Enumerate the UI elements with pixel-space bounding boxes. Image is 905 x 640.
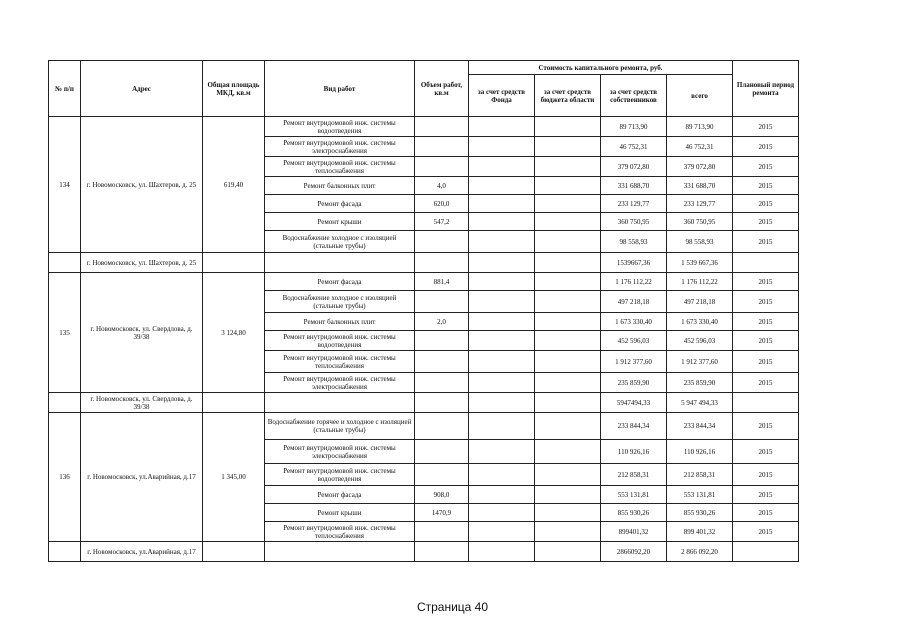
cost-region (535, 137, 601, 157)
cost-owners: 46 752,31 (601, 137, 667, 157)
cost-fund (469, 177, 535, 195)
row-number: 134 (49, 117, 81, 253)
cost-total: 855 930,26 (667, 504, 733, 522)
total-row (49, 393, 799, 413)
total-row (49, 542, 799, 562)
cost-region (535, 440, 601, 464)
repair-cost-table (48, 60, 799, 562)
total-region (535, 393, 601, 413)
total-period (733, 253, 799, 273)
header-cost-group: Стоимость капитального ремонта, руб. (469, 61, 733, 75)
work-volume (415, 413, 469, 440)
row-area: 619,40 (203, 117, 265, 253)
work-volume (415, 331, 469, 351)
work-volume (415, 291, 469, 313)
work-volume (415, 373, 469, 393)
work-volume: 4,0 (415, 177, 469, 195)
cost-total: 46 752,31 (667, 137, 733, 157)
work-type: Водоснабжение холодное с изоляцией (стальные трубы) (265, 291, 415, 313)
work-volume (415, 137, 469, 157)
work-type: Ремонт фасада (265, 195, 415, 213)
total-area (203, 393, 265, 413)
cost-total: 452 596,03 (667, 331, 733, 351)
cost-fund (469, 373, 535, 393)
plan-period: 2015 (733, 413, 799, 440)
work-type: Ремонт крыши (265, 504, 415, 522)
cost-region (535, 177, 601, 195)
cost-fund (469, 464, 535, 486)
cost-fund (469, 522, 535, 542)
total-volume (415, 393, 469, 413)
total-address: г. Новомосковск, ул. Шахтеров, д. 25 (81, 253, 203, 273)
cost-total: 899 401,32 (667, 522, 733, 542)
cost-region (535, 117, 601, 137)
total-address: г. Новомосковск, ул. Свердлова, д. 39/38 (81, 393, 203, 413)
cost-total: 98 558,93 (667, 231, 733, 253)
cost-owners: 331 688,70 (601, 177, 667, 195)
cost-fund (469, 440, 535, 464)
total-period (733, 542, 799, 562)
cost-region (535, 504, 601, 522)
work-volume: 1470,9 (415, 504, 469, 522)
cost-fund (469, 273, 535, 291)
table-row (49, 413, 799, 440)
cost-owners: 360 750,95 (601, 213, 667, 231)
work-volume (415, 351, 469, 373)
table-row (49, 273, 799, 291)
cost-region (535, 464, 601, 486)
work-type: Ремонт балконных плит (265, 313, 415, 331)
plan-period: 2015 (733, 522, 799, 542)
plan-period: 2015 (733, 504, 799, 522)
cost-owners: 98 558,93 (601, 231, 667, 253)
row-address: г. Новомосковск, ул. Свердлова, д. 39/38 (81, 273, 203, 393)
cost-owners: 452 596,03 (601, 331, 667, 351)
total-area (203, 542, 265, 562)
work-volume (415, 231, 469, 253)
cost-fund (469, 291, 535, 313)
work-type: Ремонт фасада (265, 273, 415, 291)
cost-fund (469, 231, 535, 253)
header-work: Вид работ (265, 61, 415, 117)
total-work (265, 253, 415, 273)
plan-period: 2015 (733, 464, 799, 486)
header-total: всего (667, 75, 733, 117)
cost-fund (469, 313, 535, 331)
cost-total: 1 912 377,60 (667, 351, 733, 373)
work-volume (415, 464, 469, 486)
cost-fund (469, 137, 535, 157)
total-owners: 5947494,33 (601, 393, 667, 413)
total-owners: 2866092,20 (601, 542, 667, 562)
cost-region (535, 413, 601, 440)
cost-region (535, 231, 601, 253)
cost-owners: 233 129,77 (601, 195, 667, 213)
work-type: Ремонт внутридомовой инж. системы электроснабжения (265, 137, 415, 157)
cost-total: 1 176 112,22 (667, 273, 733, 291)
work-volume: 908,0 (415, 486, 469, 504)
total-work (265, 393, 415, 413)
cost-region (535, 373, 601, 393)
cost-total: 379 072,80 (667, 157, 733, 177)
total-number (49, 542, 81, 562)
work-volume (415, 117, 469, 137)
cost-region (535, 522, 601, 542)
work-volume: 547,2 (415, 213, 469, 231)
row-number: 135 (49, 273, 81, 393)
total-fund (469, 393, 535, 413)
cost-total: 553 131,81 (667, 486, 733, 504)
cost-owners: 497 218,18 (601, 291, 667, 313)
cost-fund (469, 195, 535, 213)
plan-period: 2015 (733, 273, 799, 291)
work-volume (415, 440, 469, 464)
cost-region (535, 213, 601, 231)
header-fund: за счет средств Фонда (469, 75, 535, 117)
total-row (49, 253, 799, 273)
cost-owners: 212 858,31 (601, 464, 667, 486)
plan-period: 2015 (733, 231, 799, 253)
work-type: Ремонт внутридомовой инж. системы теплоснабжения (265, 157, 415, 177)
total-sum: 1 539 667,36 (667, 253, 733, 273)
plan-period: 2015 (733, 157, 799, 177)
header-region: за счет средств бюджета области (535, 75, 601, 117)
work-type: Ремонт внутридомовой инж. системы водоотведения (265, 117, 415, 137)
header-owners: за счет средств собственников (601, 75, 667, 117)
cost-region (535, 291, 601, 313)
cost-total: 331 688,70 (667, 177, 733, 195)
cost-region (535, 486, 601, 504)
plan-period: 2015 (733, 137, 799, 157)
work-type: Ремонт внутридомовой инж. системы электроснабжения (265, 440, 415, 464)
work-type: Водоснабжение горячее и холодное с изоляцией (стальные трубы) (265, 413, 415, 440)
total-fund (469, 542, 535, 562)
total-address: г. Новомосковск, ул.Аварийная, д.17 (81, 542, 203, 562)
cost-total: 233 129,77 (667, 195, 733, 213)
plan-period: 2015 (733, 373, 799, 393)
cost-owners: 110 926,16 (601, 440, 667, 464)
total-owners: 1539667,36 (601, 253, 667, 273)
table-row (49, 117, 799, 137)
total-fund (469, 253, 535, 273)
plan-period: 2015 (733, 351, 799, 373)
plan-period: 2015 (733, 313, 799, 331)
cost-total: 89 713,90 (667, 117, 733, 137)
total-area (203, 253, 265, 273)
cost-fund (469, 351, 535, 373)
work-type: Ремонт фасада (265, 486, 415, 504)
work-type: Ремонт внутридомовой инж. системы водоотведения (265, 464, 415, 486)
total-number (49, 393, 81, 413)
cost-owners: 235 859,90 (601, 373, 667, 393)
row-address: г. Новомосковск, ул. Шахтеров, д. 25 (81, 117, 203, 253)
work-volume: 620,0 (415, 195, 469, 213)
row-area: 1 345,00 (203, 413, 265, 542)
work-type: Ремонт внутридомовой инж. системы водоотведения (265, 331, 415, 351)
cost-fund (469, 213, 535, 231)
cost-owners: 379 072,80 (601, 157, 667, 177)
header-volume: Объем работ, кв.м (415, 61, 469, 117)
plan-period: 2015 (733, 291, 799, 313)
plan-period: 2015 (733, 177, 799, 195)
header-num: № п/п (49, 61, 81, 117)
row-number: 136 (49, 413, 81, 542)
total-sum: 2 866 092,20 (667, 542, 733, 562)
work-type: Ремонт балконных плит (265, 177, 415, 195)
cost-total: 497 218,18 (667, 291, 733, 313)
cost-region (535, 273, 601, 291)
cost-fund (469, 504, 535, 522)
work-type: Ремонт внутридомовой инж. системы теплоснабжения (265, 522, 415, 542)
cost-owners: 899401,32 (601, 522, 667, 542)
cost-total: 360 750,95 (667, 213, 733, 231)
cost-region (535, 313, 601, 331)
total-volume (415, 542, 469, 562)
page-number: Страница 40 (416, 600, 489, 614)
plan-period: 2015 (733, 213, 799, 231)
cost-fund (469, 331, 535, 351)
cost-fund (469, 117, 535, 137)
header-period: Плановый период ремонта (733, 61, 799, 117)
header-area: Общая площадь МКД, кв.м (203, 61, 265, 117)
work-volume (415, 157, 469, 177)
cost-fund (469, 413, 535, 440)
plan-period: 2015 (733, 331, 799, 351)
cost-owners: 89 713,90 (601, 117, 667, 137)
cost-owners: 1 673 330,40 (601, 313, 667, 331)
cost-total: 1 673 330,40 (667, 313, 733, 331)
row-area: 3 124,80 (203, 273, 265, 393)
cost-total: 233 844,34 (667, 413, 733, 440)
work-type: Водоснабжение холодное с изоляцией (стальные трубы) (265, 231, 415, 253)
cost-region (535, 331, 601, 351)
cost-total: 235 859,90 (667, 373, 733, 393)
work-volume: 2,0 (415, 313, 469, 331)
total-period (733, 393, 799, 413)
cost-fund (469, 486, 535, 504)
cost-region (535, 195, 601, 213)
work-type: Ремонт внутридомовой инж. системы электроснабжения (265, 373, 415, 393)
plan-period: 2015 (733, 117, 799, 137)
total-number (49, 253, 81, 273)
cost-total: 212 858,31 (667, 464, 733, 486)
header-address: Адрес (81, 61, 203, 117)
total-work (265, 542, 415, 562)
plan-period: 2015 (733, 440, 799, 464)
work-type: Ремонт крыши (265, 213, 415, 231)
cost-region (535, 351, 601, 373)
cost-owners: 233 844,34 (601, 413, 667, 440)
work-volume: 881,4 (415, 273, 469, 291)
cost-owners: 855 930,26 (601, 504, 667, 522)
plan-period: 2015 (733, 195, 799, 213)
work-volume (415, 522, 469, 542)
cost-region (535, 157, 601, 177)
cost-owners: 1 176 112,22 (601, 273, 667, 291)
work-type: Ремонт внутридомовой инж. системы теплоснабжения (265, 351, 415, 373)
cost-fund (469, 157, 535, 177)
total-volume (415, 253, 469, 273)
plan-period: 2015 (733, 486, 799, 504)
total-region (535, 253, 601, 273)
total-region (535, 542, 601, 562)
total-sum: 5 947 494,33 (667, 393, 733, 413)
row-address: г. Новомосковск, ул.Аварийная, д.17 (81, 413, 203, 542)
cost-total: 110 926,16 (667, 440, 733, 464)
cost-owners: 553 131,81 (601, 486, 667, 504)
cost-owners: 1 912 377,60 (601, 351, 667, 373)
